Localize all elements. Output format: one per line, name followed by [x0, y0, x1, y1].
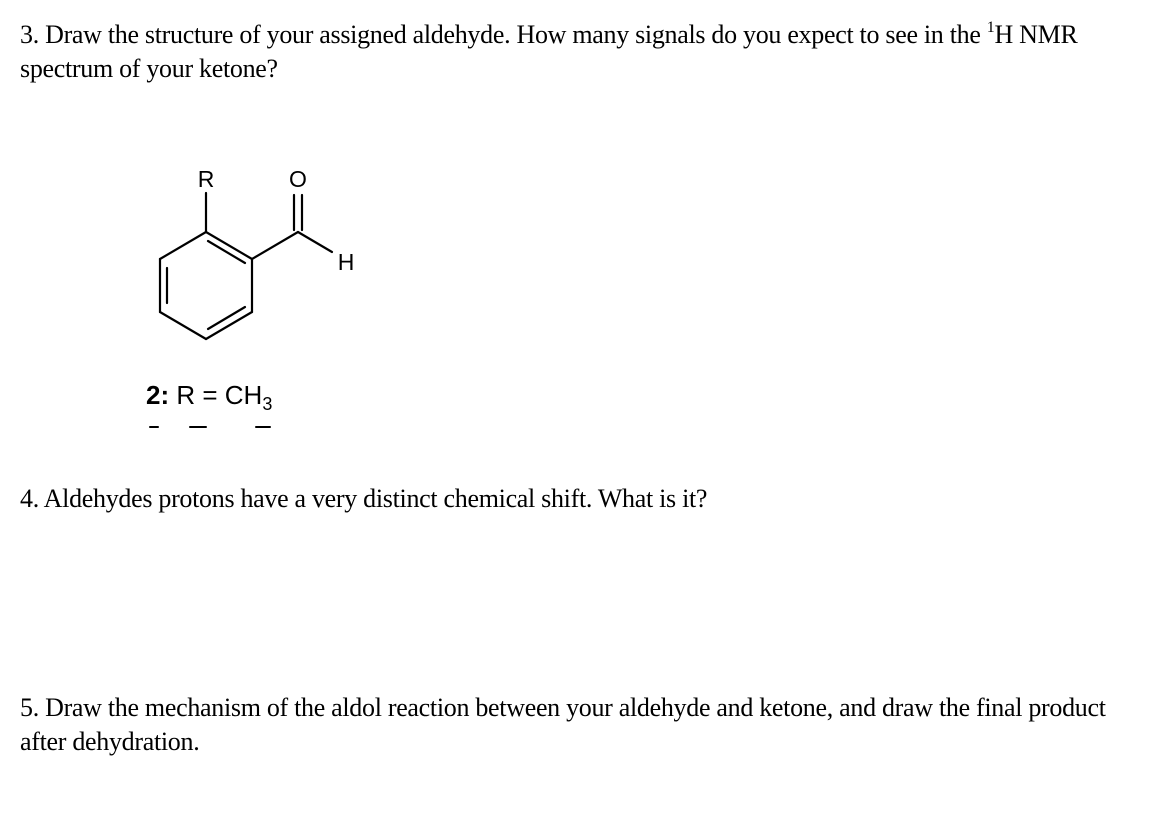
- substituent-r-label: R: [197, 166, 215, 192]
- hydrogen-label: H: [337, 249, 355, 275]
- question-3-text-end: H NMR spectrum of your ketone?: [20, 20, 1078, 83]
- benzene-ring: [160, 232, 252, 339]
- question-5: 5. Draw the mechanism of the aldol reaction between your aldehyde and ketone, and draw the final product after dehydration.: [20, 693, 1106, 756]
- cropped-text-remnant: [146, 425, 306, 431]
- oxygen-label: O: [289, 166, 307, 192]
- question-4: 4. Aldehydes protons have a very distinct chemical shift. What is it?: [20, 484, 708, 513]
- aldehyde-group: [252, 195, 332, 259]
- compound-formula-subscript: 3: [262, 394, 273, 414]
- compound-caption: [146, 378, 272, 412]
- question-3-text: 3. Draw the structure of your assigned aldehyde. How many signals do you expect to see in the: [20, 20, 987, 49]
- question-3: [20, 18, 1130, 86]
- compound-formula: R = CH: [176, 380, 263, 410]
- aldehyde-structure-figure: [130, 155, 370, 355]
- compound-number: 2:: [146, 380, 170, 410]
- question-3-superscript: 1: [986, 19, 995, 36]
